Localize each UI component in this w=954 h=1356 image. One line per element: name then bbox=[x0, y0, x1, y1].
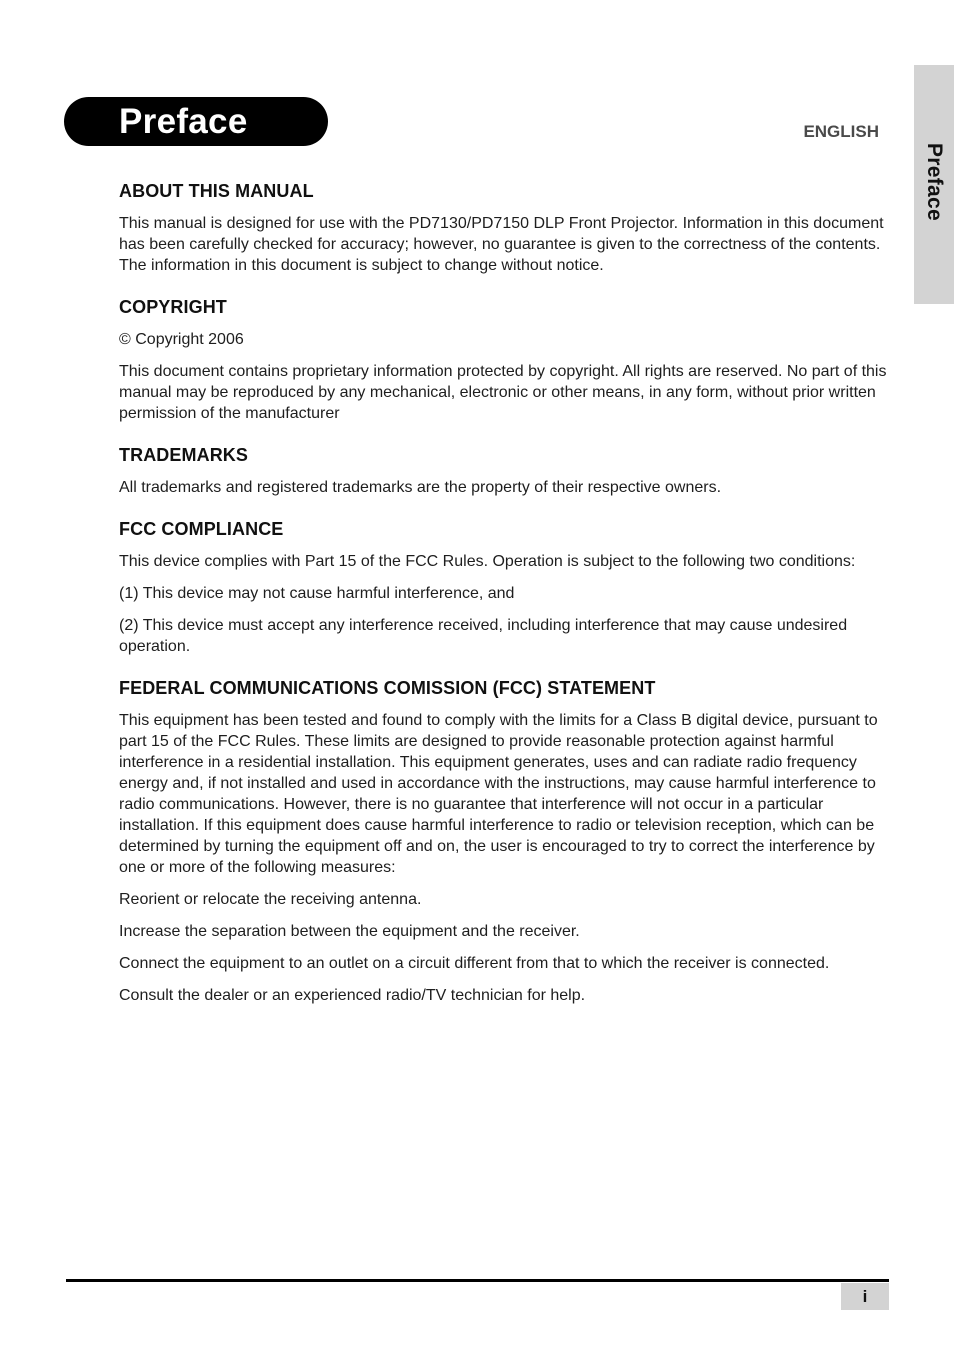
paragraph: (1) This device may not cause harmful interference, and bbox=[119, 585, 515, 602]
language-label: ENGLISH bbox=[803, 122, 879, 141]
section-trademarks bbox=[119, 443, 889, 498]
paragraph: © Copyright 2006 bbox=[119, 331, 244, 348]
side-tab-label: Preface bbox=[923, 143, 946, 221]
paragraph: This document contains proprietary information protected by copyright. All rights are reserved. No part of this manual may be reproduced by any mechanical, electronic or other means, in any form, without prior written permission of the manufacturer bbox=[119, 363, 887, 422]
paragraph: (2) This device must accept any interference received, including interference that may cause undesired operation. bbox=[119, 617, 848, 655]
paragraph: This device complies with Part 15 of the FCC Rules. Operation is subject to the following two conditions: bbox=[119, 553, 856, 570]
paragraph: This manual is designed for use with the PD7130/PD7150 DLP Front Projector. Information in this document has been carefully checked for accuracy; however, no guarantee is given to the correctness of the contents. The information in this document is subject to change without notice. bbox=[119, 215, 884, 274]
side-chapter-tab bbox=[914, 65, 954, 304]
paragraph: All trademarks and registered trademarks are the property of their respective owners. bbox=[119, 479, 722, 496]
paragraph: Reorient or relocate the receiving antenna. bbox=[119, 891, 422, 908]
section-heading: TRADEMARKS bbox=[119, 445, 248, 465]
section-fcc-statement bbox=[119, 676, 889, 1006]
section-fcc-compliance bbox=[119, 517, 889, 657]
paragraph: Consult the dealer or an experienced radio/TV technician for help. bbox=[119, 987, 586, 1004]
section-about-manual bbox=[119, 179, 889, 276]
footer-divider bbox=[66, 1279, 889, 1282]
page-title-banner bbox=[64, 97, 328, 146]
section-heading: FCC COMPLIANCE bbox=[119, 519, 284, 539]
section-heading: COPYRIGHT bbox=[119, 297, 227, 317]
page-number: i bbox=[841, 1283, 889, 1310]
section-heading: ABOUT THIS MANUAL bbox=[119, 181, 314, 201]
paragraph: Connect the equipment to an outlet on a circuit different from that to which the receiver is connected. bbox=[119, 955, 830, 972]
paragraph: Increase the separation between the equipment and the receiver. bbox=[119, 923, 580, 940]
document-body bbox=[119, 179, 889, 1025]
section-copyright bbox=[119, 295, 889, 424]
paragraph: This equipment has been tested and found to comply with the limits for a Class B digital device, pursuant to part 15 of the FCC Rules. These limits are designed to provide reasonable protection against harmful interference in a residential installation. This equipment generates, uses and can radiate radio frequency energy and, if not installed and used in accordance with the instructions, may cause harmful interference to radio communications. However, there is no guarantee that interference will not occur in a particular installation. If this equipment does cause harmful interference to radio or television reception, which can be determined by turning the equipment off and on, the user is encouraged to try to correct the interference by one or more of the following measures: bbox=[119, 712, 878, 876]
page-title: Preface bbox=[119, 102, 248, 141]
section-heading: FEDERAL COMMUNICATIONS COMISSION (FCC) STATEMENT bbox=[119, 678, 656, 698]
